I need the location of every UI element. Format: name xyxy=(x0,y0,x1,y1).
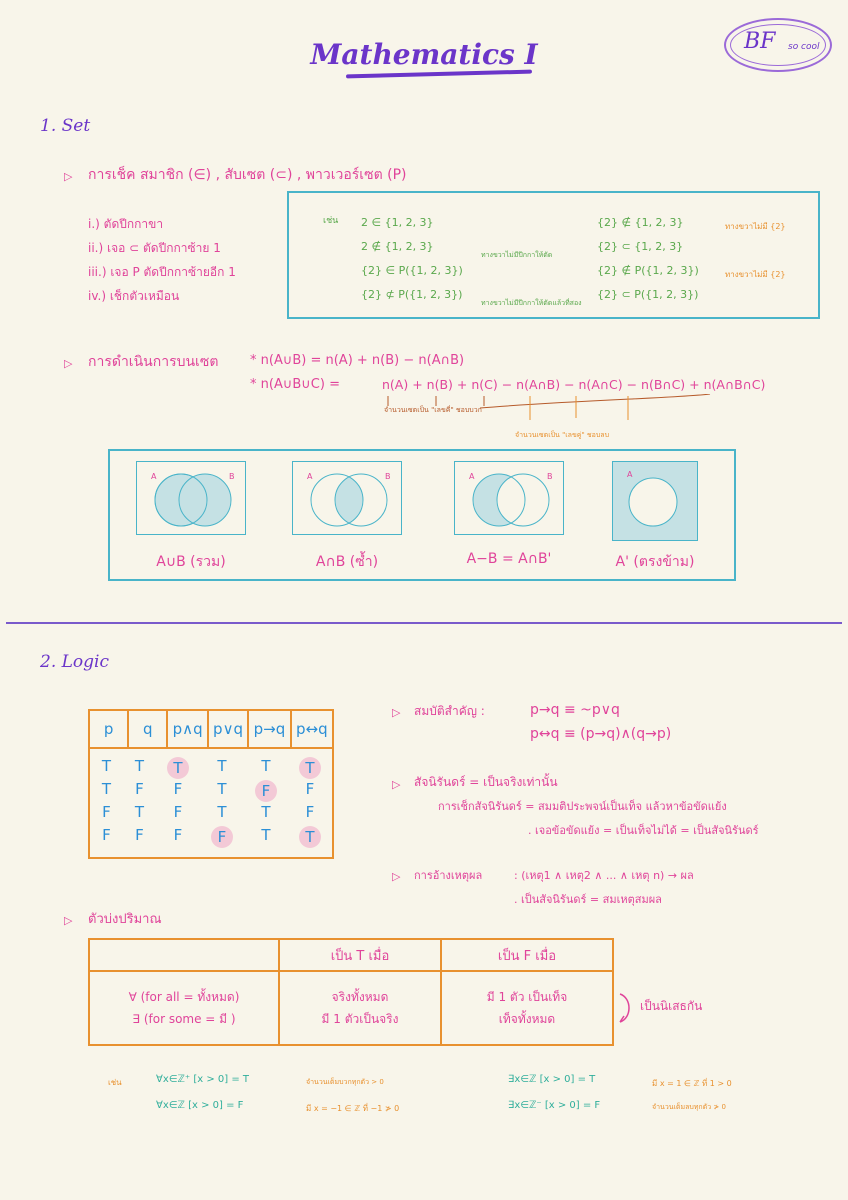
truth-table-body xyxy=(89,748,333,858)
venn-set-label: B xyxy=(385,472,391,481)
venn-difference xyxy=(454,461,564,535)
quant-examples-label: เช่น xyxy=(108,1078,122,1087)
truth-value xyxy=(200,757,244,780)
tautology-label: สัจนิรันดร์ = เป็นจริงเท่านั้น xyxy=(414,775,558,789)
formula-three-sets-rhs: n(A) + n(B) + n(C) − n(A∩B) − n(A∩C) − n(B∩C) + n(A∩B∩C) xyxy=(382,377,766,392)
truth-value-text: T xyxy=(299,826,321,848)
truth-value-text: T xyxy=(217,757,227,775)
truth-value-text: T xyxy=(101,757,112,775)
quant-example-note: มี x = 1 ∈ ℤ ที่ 1 > 0 xyxy=(652,1079,732,1088)
example-note xyxy=(481,219,582,243)
truth-row xyxy=(90,803,332,826)
truth-value xyxy=(90,826,123,849)
venn-set-label: A xyxy=(307,472,313,481)
bullet-triangle-icon: ▷ xyxy=(392,778,401,791)
negation-bracket-icon xyxy=(612,990,636,1026)
truth-value-text: T xyxy=(134,757,145,775)
quant-example-note: จำนวนเต็มลบทุกตัว ≯ 0 xyxy=(652,1103,726,1111)
quant-example-note: จำนวนเต็มบวกทุกตัว > 0 xyxy=(306,1078,384,1086)
bullet-triangle-icon: ▷ xyxy=(64,357,73,370)
truth-header-cell: p xyxy=(89,710,128,748)
truth-value-text: F xyxy=(305,780,315,798)
rules-list xyxy=(88,212,236,308)
example-note: ทางขวาไม่มีปีกกาให้ตัด xyxy=(481,251,553,259)
truth-value-text: T xyxy=(261,803,271,821)
truth-header-cell: p∨q xyxy=(208,710,248,748)
example-note: ทางขวาไม่มี {2} xyxy=(725,270,786,279)
example-item: 2 ∈ {1, 2, 3} xyxy=(361,216,434,229)
truth-value-text: F xyxy=(102,803,111,821)
truth-header-cell: q xyxy=(128,710,167,748)
truth-value-text: T xyxy=(217,803,227,821)
truth-value-text: F xyxy=(255,780,277,802)
notation-heading: การเช็ค สมาชิก (∈) , สับเซต (⊂) , พาวเวอร์เซต (P) xyxy=(88,167,407,183)
section-heading-set: 1. Set xyxy=(40,116,91,136)
venn-union-label: A∪B (รวม) xyxy=(156,554,226,570)
truth-value xyxy=(288,826,332,849)
truth-value xyxy=(244,826,288,849)
quant-example-note: มี x = −1 ∈ ℤ ที่ −1 ≯ 0 xyxy=(306,1104,400,1113)
truth-value-text: F xyxy=(211,826,233,848)
truth-value xyxy=(156,757,200,780)
truth-value xyxy=(200,826,244,849)
examples-right xyxy=(597,211,699,307)
truth-value xyxy=(200,780,244,803)
quant-exists-true: มี 1 ตัวเป็นจริง xyxy=(321,1012,399,1026)
quant-exists: ∃ (for some = มี ) xyxy=(132,1012,236,1026)
truth-table xyxy=(88,709,334,859)
quantifier-table xyxy=(88,938,614,1046)
truth-value-text: T xyxy=(167,757,189,779)
truth-value-text: T xyxy=(134,803,145,821)
quant-header-cell: เป็น T เมื่อ xyxy=(279,939,441,971)
rule-item: i.) ตัดปีกกาขา xyxy=(88,217,164,231)
truth-value xyxy=(156,803,200,826)
truth-value-text: F xyxy=(102,826,111,844)
bullet-triangle-icon: ▷ xyxy=(64,170,73,183)
truth-row xyxy=(90,826,332,849)
bullet-triangle-icon: ▷ xyxy=(392,870,401,883)
quant-cell xyxy=(279,971,441,1045)
venn-difference-label: A−B = A∩B' xyxy=(466,551,552,567)
truth-value xyxy=(156,826,200,849)
venn-diagrams-box xyxy=(108,449,736,581)
example-item: {2} ∉ {1, 2, 3} xyxy=(597,216,684,229)
examples-left-notes xyxy=(481,219,582,315)
truth-value-text: T xyxy=(101,780,112,798)
truth-value xyxy=(288,757,332,780)
argument-result: . เป็นสัจนิรันดร์ = สมเหตุสมผล xyxy=(514,893,662,906)
truth-value-text: T xyxy=(217,780,227,798)
tautology-check: การเช็กสัจนิรันดร์ = สมมติประพจน์เป็นเท็จ แล้วหาข้อขัดแย้ง xyxy=(438,800,727,813)
venn-set-label: A xyxy=(469,472,475,481)
quant-forall-true: จริงทั้งหมด xyxy=(331,990,389,1004)
truth-value xyxy=(288,803,332,826)
truth-value-text: F xyxy=(135,826,144,844)
truth-row xyxy=(90,757,332,780)
truth-value-text: T xyxy=(261,826,271,844)
truth-value xyxy=(244,757,288,780)
venn-set-label: B xyxy=(229,472,235,481)
quant-example: ∀x∈ℤ [x > 0] = F xyxy=(156,1100,244,1111)
truth-value xyxy=(123,757,156,780)
truth-value xyxy=(200,803,244,826)
section-divider xyxy=(6,622,842,624)
quant-cell xyxy=(441,971,613,1045)
truth-value-text: F xyxy=(173,826,183,844)
truth-value xyxy=(90,757,123,780)
truth-header-cell: p↔q xyxy=(291,710,333,748)
quant-forall-false: มี 1 ตัว เป็นเท็จ xyxy=(486,990,568,1004)
venn-intersection xyxy=(292,461,402,535)
example-item: {2} ⊄ P({1, 2, 3}) xyxy=(361,288,463,301)
page-title: Mathematics I xyxy=(310,38,538,71)
example-note xyxy=(725,239,786,263)
property-implication: p→q ≡ ~p∨q xyxy=(530,702,620,718)
quant-header-row xyxy=(89,939,613,971)
example-item: 2 ∉ {1, 2, 3} xyxy=(361,240,434,253)
truth-value-text: F xyxy=(135,780,144,798)
bullet-triangle-icon: ▷ xyxy=(392,706,401,719)
truth-table-header xyxy=(89,710,333,748)
properties-label: สมบัติสำคัญ : xyxy=(414,704,485,718)
rule-item: ii.) เจอ ⊂ ตัดปีกกาซ้าย 1 xyxy=(88,241,221,255)
brand-logo xyxy=(724,18,832,72)
quant-example: ∀x∈ℤ⁺ [x > 0] = T xyxy=(156,1074,250,1085)
example-item: {2} ⊂ {1, 2, 3} xyxy=(597,240,684,253)
truth-header-cell: p∧q xyxy=(167,710,207,748)
truth-rows xyxy=(90,757,332,849)
truth-value xyxy=(244,780,288,803)
truth-value-text: F xyxy=(305,803,315,821)
example-note xyxy=(725,287,786,311)
examples-left xyxy=(361,211,463,307)
venn-set-label: B xyxy=(547,472,553,481)
venn-complement-shape xyxy=(613,462,697,540)
examples-label: เช่น xyxy=(323,216,339,226)
quant-exists-false: เท็จทั้งหมด xyxy=(498,1012,556,1026)
truth-value xyxy=(156,780,200,803)
tautology-result: . เจอข้อขัดแย้ง = เป็นเท็จไม่ได้ = เป็นสัจนิรันดร์ xyxy=(528,824,759,837)
truth-value xyxy=(90,803,123,826)
note-even-sets: จำนวนเซตเป็น "เลขคู่" ชอบลบ xyxy=(515,431,610,439)
formula-three-sets-lhs: * n(A∪B∪C) = xyxy=(250,377,340,392)
operations-heading: การดำเนินการบนเซต xyxy=(88,354,219,370)
rule-item: iv.) เช็กตัวเหมือน xyxy=(88,289,180,303)
venn-union xyxy=(136,461,246,535)
venn-set-label: A xyxy=(151,472,157,481)
truth-value-text: T xyxy=(261,757,271,775)
example-note: ทางขวาไม่มี {2} xyxy=(725,222,786,231)
quant-example: ∃x∈ℤ [x > 0] = T xyxy=(508,1074,596,1085)
truth-value-text: F xyxy=(173,803,183,821)
rule-item: iii.) เจอ P ตัดปีกกาซ้ายอีก 1 xyxy=(88,265,236,279)
truth-value xyxy=(123,780,156,803)
quant-example: ∃x∈ℤ⁻ [x > 0] = F xyxy=(508,1100,601,1111)
venn-set-label: A xyxy=(627,470,633,479)
bullet-triangle-icon: ▷ xyxy=(64,914,73,927)
truth-body-cell xyxy=(89,748,333,858)
truth-header-cell: p→q xyxy=(248,710,290,748)
quant-forall: ∀ (for all = ทั้งหมด) xyxy=(128,990,240,1004)
quant-body-row xyxy=(89,971,613,1045)
quant-header-cell xyxy=(89,939,279,971)
example-note: ทางขวาไม่มีปีกกาให้ตัดแล้วที่สอง xyxy=(481,299,582,307)
quant-header-cell: เป็น F เมื่อ xyxy=(441,939,613,971)
logo-mark: BF xyxy=(744,29,776,54)
note-odd-sets: จำนวนเซตเป็น "เลขคี่" ชอบบวก xyxy=(384,406,482,414)
section-heading-logic: 2. Logic xyxy=(40,652,109,672)
logo-subtitle: so cool xyxy=(788,42,820,52)
negation-note: เป็นนิเสธกัน xyxy=(640,999,703,1013)
formula-two-sets: * n(A∪B) = n(A) + n(B) − n(A∩B) xyxy=(250,353,465,368)
venn-intersection-label: A∩B (ซ้ำ) xyxy=(315,554,379,570)
examples-right-notes xyxy=(725,215,786,311)
example-note xyxy=(481,267,582,291)
example-item: {2} ∉ P({1, 2, 3}) xyxy=(597,264,699,277)
truth-row xyxy=(90,780,332,803)
venn-complement xyxy=(612,461,698,541)
argument-label: การอ้างเหตุผล xyxy=(414,869,483,882)
property-biconditional: p↔q ≡ (p→q)∧(q→p) xyxy=(530,726,672,742)
quant-cell xyxy=(89,971,279,1045)
quantifier-heading: ตัวบ่งปริมาณ xyxy=(88,912,162,927)
truth-value xyxy=(90,780,123,803)
example-item: {2} ∈ P({1, 2, 3}) xyxy=(361,264,463,277)
argument-form: : (เหตุ1 ∧ เหตุ2 ∧ ... ∧ เหตุ n) → ผล xyxy=(514,869,694,882)
venn-complement-label: A' (ตรงข้าม) xyxy=(615,554,695,570)
truth-value-text: T xyxy=(299,757,321,779)
truth-value xyxy=(288,780,332,803)
example-item: {2} ⊂ P({1, 2, 3}) xyxy=(597,288,699,301)
truth-value xyxy=(123,826,156,849)
truth-value xyxy=(123,803,156,826)
truth-value-text: F xyxy=(173,780,183,798)
truth-value xyxy=(244,803,288,826)
examples-box xyxy=(287,191,820,319)
